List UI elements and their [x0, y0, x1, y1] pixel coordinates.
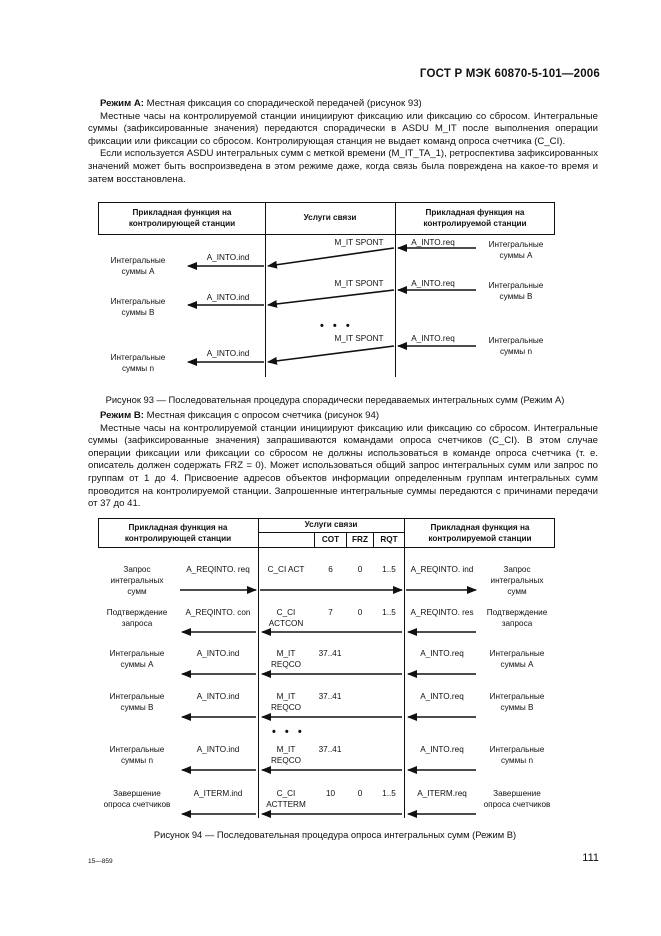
fig94-sub-frz: FRZ: [352, 535, 368, 544]
fig93-row3-left: Интегральные суммы n: [110, 353, 166, 373]
fig94-row2-frz: 0: [357, 608, 363, 617]
fig94-row4-right: Интегральные суммы В: [489, 692, 545, 712]
fig94-row1-rqt: 1..5: [382, 565, 396, 574]
fig94-row3-mid: M_IT REQCO: [270, 649, 302, 669]
fig94-row1-right-msg: A_REQINTO. ind: [410, 565, 474, 574]
fig94-row6-cot: 10: [325, 789, 336, 798]
fig94-row6-left: Завершение опроса счетчиков: [103, 789, 171, 809]
fig94-row3-cot: 37..41: [318, 649, 342, 658]
fig94-ellipsis: • • •: [272, 726, 305, 738]
fig93-col-left: Прикладная функция на контролирующей станции: [128, 208, 236, 228]
fig93-row2-right: Интегральные суммы В: [488, 281, 544, 301]
fig94-row6-frz: 0: [357, 789, 363, 798]
fig93-row1-left: Интегральные суммы А: [110, 256, 166, 276]
mode-b-paragraph-1: Местные часы на контролируемой станции инициируют фиксацию или фиксацию со сбросом. Интегральные суммы (зафиксированные значения) запрашиваются командами опроса счетчиков (C_CI). В этом случае операции фиксации или фиксации со сбросом не должны использоваться в команде опроса счетчика (т. е. описатель должен содержать FRZ = 0). Может использоваться общий запрос интегральных сумм или запрос по группам от 1 до 4. Присвоение адресов объектов информации определенным группам интегральных сумм проводится на контролируемой станции. Запрошенные интегральные суммы передаются с причинами передачи от 37 до 41.: [88, 422, 598, 510]
document-header: ГОСТ Р МЭК 60870-5-101—2006: [419, 68, 600, 80]
fig94-row3-right-msg: A_INTO.req: [420, 649, 464, 658]
fig93-row3-left-msg: A_INTO.ind: [206, 349, 250, 358]
fig93-row2-mid: M_IT SPONT: [334, 279, 384, 288]
fig94-row1-left-msg: A_REQINTO. req: [186, 565, 250, 574]
fig93-caption: Рисунок 93 — Последовательная процедура спорадически передаваемых интегральных сумм (Режим А): [105, 394, 565, 405]
fig94-row5-right-msg: A_INTO.req: [420, 745, 464, 754]
fig94-row5-left: Интегральные суммы n: [109, 745, 165, 765]
fig94-row1-right: Запрос интегральных сумм: [490, 565, 544, 596]
fig94-row2-cot: 7: [328, 608, 333, 617]
mode-b-title: [88, 410, 598, 423]
fig94-row6-right-msg: A_ITERM.req: [417, 789, 467, 798]
fig94-row5-mid: M_IT REQCO: [270, 745, 302, 765]
fig94-row3-right: Интегральные суммы А: [489, 649, 545, 669]
fig93-row1-mid: M_IT SPONT: [334, 238, 384, 247]
fig94-sub-rqt: RQT: [380, 535, 398, 544]
fig94-row6-right: Завершение опроса счетчиков: [483, 789, 551, 809]
fig93-row3-right-msg: A_INTO.req: [411, 334, 455, 343]
fig94-col-mid: Услуги связи: [304, 520, 358, 529]
mode-a-section: [88, 98, 598, 186]
fig94-row4-left: Интегральные суммы В: [109, 692, 165, 712]
fig94-row2-mid: C_CI ACTCON: [268, 608, 304, 628]
fig94-row5-cot: 37..41: [318, 745, 342, 754]
fig94-row2-left: Подтверждение запроса: [106, 608, 168, 628]
fig94-row4-cot: 37..41: [318, 692, 342, 701]
fig94-row4-right-msg: A_INTO.req: [420, 692, 464, 701]
fig93-row1-right-msg: A_INTO.req: [411, 238, 455, 247]
fig94-row6-left-msg: A_ITERM.ind: [193, 789, 243, 798]
fig94-sub-cot: COT: [321, 535, 340, 544]
fig94-row3-left-msg: A_INTO.ind: [196, 649, 240, 658]
figure-93: [98, 202, 555, 387]
fig94-row5-right: Интегральные суммы n: [489, 745, 545, 765]
fig93-arrows: [98, 202, 555, 387]
fig93-ellipsis: • • •: [320, 320, 353, 332]
fig94-row1-mid: C_CI ACT: [267, 565, 305, 574]
fig93-row2-right-msg: A_INTO.req: [411, 279, 455, 288]
fig93-row2-left: Интегральные суммы В: [110, 297, 166, 317]
mode-b-title-bold: Режим В:: [100, 410, 144, 421]
fig94-caption: Рисунок 94 — Последовательная процедура опроса интегральных сумм (Режим В): [153, 829, 517, 840]
fig94-row2-left-msg: A_REQINTO. con: [185, 608, 251, 617]
mode-b-title-rest: Местная фиксация с опросом счетчика (рисунок 94): [143, 410, 380, 421]
fig94-arrows: [98, 518, 555, 823]
mode-a-title-rest: Местная фиксация со спорадической передачей (рисунок 93): [143, 98, 422, 109]
fig94-row6-rqt: 1..5: [382, 789, 396, 798]
mode-b-section: [88, 410, 598, 511]
fig94-col-right: Прикладная функция на контролируемой станции: [428, 523, 532, 543]
fig93-row1-right: Интегральные суммы А: [488, 240, 544, 260]
fig93-col-mid: Услуги связи: [303, 213, 357, 222]
fig94-row1-left: Запрос интегральных сумм: [110, 565, 164, 596]
fig94-row2-right-msg: A_REQINTO. res: [410, 608, 474, 617]
fig94-row4-left-msg: A_INTO.ind: [196, 692, 240, 701]
fig93-arrow-3b: [268, 346, 394, 362]
fig93-row3-right: Интегральные суммы n: [488, 336, 544, 356]
mode-a-paragraph-1: Местные часы на контролируемой станции инициируют фиксацию или фиксацию со сбросом. Интегральные суммы (зафиксированные значения) передаются спорадически в ASDU M_IT после выполнения операции фиксации или фиксации со сбросом. Контролирующая станция не выдает команд опроса счетчика (C_CI).: [88, 110, 598, 147]
fig94-row4-mid: M_IT REQCO: [270, 692, 302, 712]
footer-sheet-code: 15—859: [88, 858, 113, 865]
fig94-row3-left: Интегральные суммы А: [109, 649, 165, 669]
fig94-row2-rqt: 1..5: [382, 608, 396, 617]
fig93-arrow-1b: [268, 248, 394, 266]
fig93-arrow-2b: [268, 290, 394, 305]
fig94-row2-right: Подтверждение запроса: [486, 608, 548, 628]
figure-94: [98, 518, 555, 823]
fig93-row1-left-msg: A_INTO.ind: [206, 253, 250, 262]
fig94-row5-left-msg: A_INTO.ind: [196, 745, 240, 754]
mode-a-title: [88, 98, 598, 111]
mode-a-paragraph-2: Если используется ASDU интегральных сумм с меткой времени (M_IT_TA_1), ретроспектива зафиксированных значений может быть воспроизведена в этом режиме даже, когда связь была повреждена на какое-то время и затем восстановлена.: [88, 148, 598, 185]
fig94-row1-frz: 0: [357, 565, 363, 574]
mode-a-title-bold: Режим А:: [100, 98, 144, 109]
fig93-row2-left-msg: A_INTO.ind: [206, 293, 250, 302]
fig93-row3-mid: M_IT SPONT: [334, 334, 384, 343]
fig94-row6-mid: C_CI ACTTERM: [266, 789, 306, 809]
page-number: 111: [582, 852, 599, 864]
fig94-col-left: Прикладная функция на контролирующей станции: [124, 523, 232, 543]
fig93-col-right: Прикладная функция на контролируемой станции: [423, 208, 527, 228]
fig94-row1-cot: 6: [328, 565, 333, 574]
